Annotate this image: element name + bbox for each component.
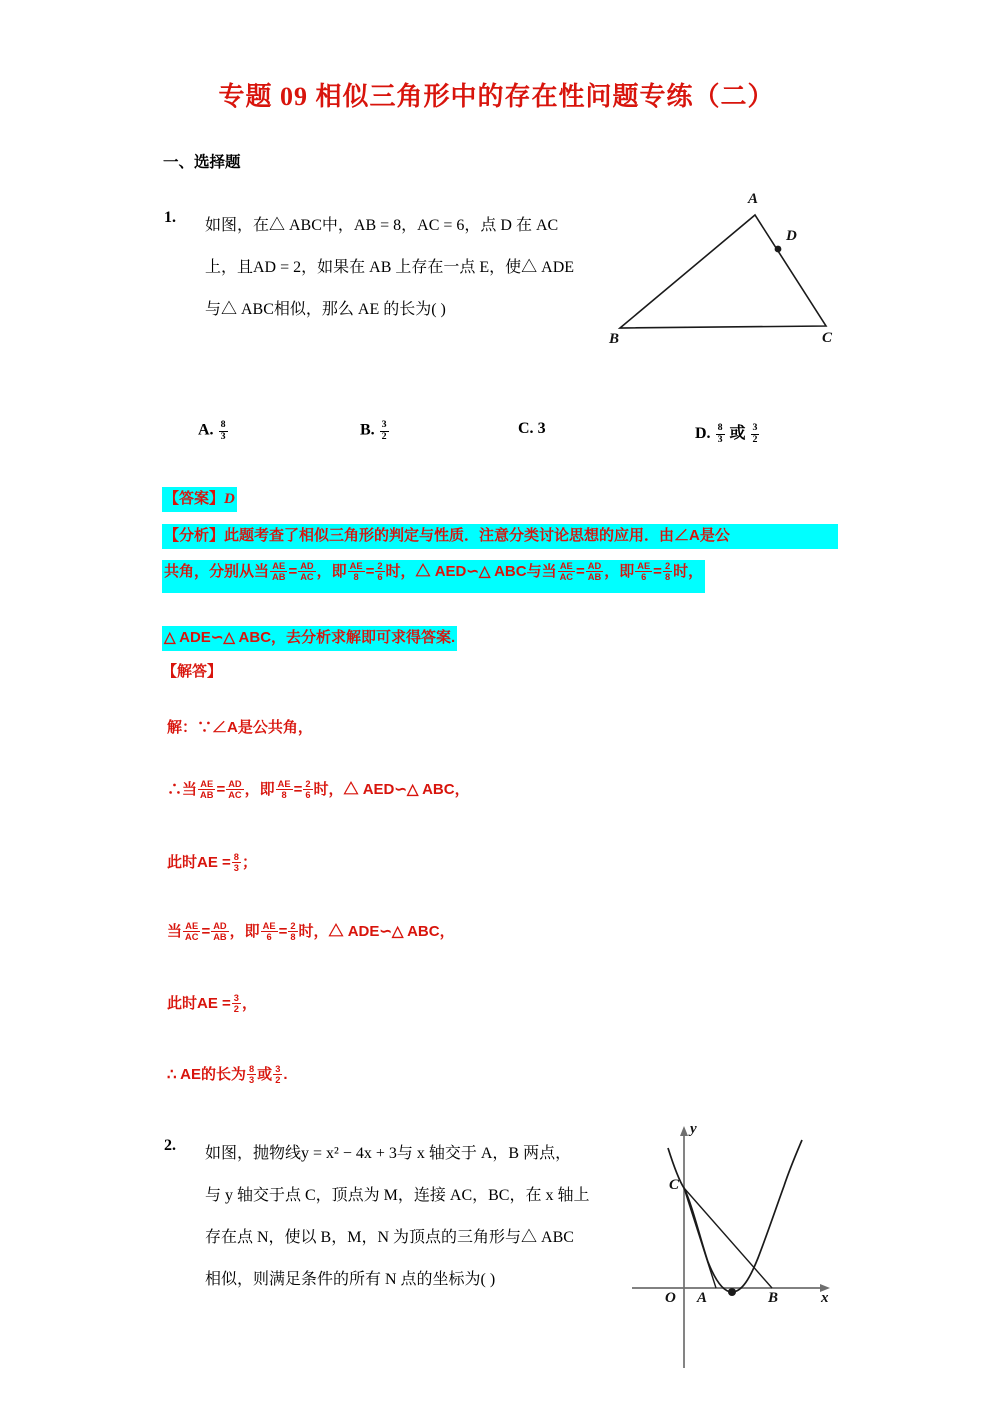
sol-l2-b: = (216, 781, 226, 799)
option-c-label: C. (518, 420, 534, 437)
sol-l4-frac-1: $\frac{AE}{AC}$ (185, 921, 199, 943)
analysis-line-1-text: 此题考查了相似三角形的判定与性质．注意分类讨论思想的应用．由∠A是公 (224, 527, 730, 544)
figure-parabola-graph (630, 1118, 845, 1383)
analysis-l2-g: ，即 (604, 563, 635, 581)
question-1-line-3: 与△ ABC相似，那么 AE 的长为( ) (205, 301, 446, 318)
option-a-label: A. (198, 421, 214, 439)
sol-l4-a: 当 (167, 923, 183, 941)
question-2-line-3: 存在点 N，使以 B，M，N 为顶点的三角形与△ ABC (205, 1229, 574, 1246)
sol-l5-frac: $\frac{3}{2}$ (233, 993, 239, 1015)
sol-l4-frac-4: $\frac{2}{8}$ (290, 921, 296, 943)
question-2-line-1: 如图，抛物线y = x² − 4x + 3与 x 轴交于 A，B 两点， (205, 1145, 572, 1162)
sol-l2-frac-1: $\frac{AE}{AB}$ (200, 779, 214, 801)
question-2-number: 2. (164, 1137, 176, 1154)
analysis-l2-frac-8: $\frac{2}{8}$ (664, 561, 671, 583)
option-a[interactable] (198, 420, 229, 442)
sol-l4-b: = (201, 923, 211, 941)
axis-label-x: x (821, 1290, 829, 1306)
sol-l4-e: 时，△ ADE∽△ ABC， (298, 923, 455, 941)
sol-l5-a: 此时AE = (167, 995, 231, 1013)
sol-l3-a: 此时AE = (167, 854, 231, 872)
sol-l6-b: 或 (257, 1066, 273, 1084)
solution-line-6 (167, 1064, 288, 1086)
analysis-l2-d: = (365, 563, 375, 581)
sol-l3-frac: $\frac{8}{3}$ (233, 852, 239, 874)
option-d-label: D. (695, 425, 711, 442)
triangle-label-c: C (822, 330, 833, 346)
analysis-l2-frac-7: $\frac{AE}{6}$ (637, 561, 651, 583)
solution-line-4 (167, 921, 455, 943)
option-d-value-2: $\frac{3}{2}$ (752, 422, 758, 446)
sol-l2-a: ∴当 (167, 781, 198, 799)
parabola-svg (630, 1118, 845, 1383)
sol-l2-frac-2: $\frac{AD}{AC}$ (228, 779, 242, 801)
sol-l2-frac-4: $\frac{2}{6}$ (305, 779, 311, 801)
sol-l2-frac-3: $\frac{AE}{8}$ (277, 779, 291, 801)
option-b[interactable] (360, 420, 390, 442)
sol-l6-a: ∴ AE的长为 (167, 1066, 246, 1084)
triangle-svg (600, 190, 850, 365)
axis-label-origin: O (665, 1290, 676, 1306)
question-2-text (205, 1133, 589, 1301)
sol-l5-b: ， (241, 995, 257, 1013)
answer-badge (162, 487, 237, 512)
analysis-l2-c: ，即 (316, 563, 347, 581)
solution-line-1: 解：∵∠A是公共角， (167, 719, 313, 736)
option-b-value: $\frac{3}{2}$ (381, 419, 387, 442)
sol-l6-frac-1: $\frac{8}{3}$ (249, 1064, 255, 1086)
option-d[interactable] (695, 420, 760, 446)
analysis-tag: 【分析】 (164, 527, 225, 544)
solution-tag: 【解答】 (162, 663, 223, 680)
question-1-number: 1. (164, 209, 176, 226)
answer-tag: 【答案】 (164, 490, 225, 507)
figure-triangle-abc (600, 190, 850, 365)
question-1-text (205, 205, 574, 331)
analysis-l2-h: = (653, 563, 662, 581)
analysis-l2-frac-4: $\frac{2}{6}$ (377, 561, 383, 583)
answer-value: D (224, 491, 235, 507)
analysis-l2-a: 共角，分别从当 (164, 563, 270, 581)
analysis-l2-frac-3: $\frac{AE}{8}$ (349, 561, 363, 583)
point-d-marker (775, 246, 782, 253)
analysis-l2-b: = (288, 563, 298, 581)
triangle-label-b: B (609, 331, 620, 347)
page-title: 专题 09 相似三角形中的存在性问题专练（二） (218, 82, 775, 111)
analysis-l2-e: 时，△ AED∽△ ABC与当 (385, 563, 557, 581)
option-c-value: 3 (537, 420, 546, 437)
solution-line-2 (167, 779, 470, 801)
analysis-l2-i: 时， (673, 563, 704, 581)
analysis-l2-frac-1: $\frac{AE}{AB}$ (272, 561, 286, 583)
question-1-line-1: 如图，在△ ABC中，AB = 8，AC = 6，点 D 在 AC (205, 217, 559, 234)
sol-l2-d: = (293, 781, 303, 799)
analysis-l2-frac-5: $\frac{AE}{AC}$ (559, 561, 574, 583)
triangle-label-a: A (748, 191, 759, 207)
option-b-label: B. (360, 421, 375, 439)
option-d-joiner: 或 (729, 425, 746, 442)
question-2-line-2: 与 y 轴交于点 C，顶点为 M，连接 AC，BC，在 x 轴上 (205, 1187, 590, 1204)
sol-l4-frac-3: $\frac{AE}{6}$ (262, 921, 276, 943)
graph-label-c: C (669, 1177, 680, 1193)
option-d-value-1: $\frac{8}{3}$ (717, 422, 723, 446)
sol-l4-frac-2: $\frac{AD}{AB}$ (213, 921, 227, 943)
option-a-value: $\frac{8}{3}$ (220, 419, 226, 442)
triangle-label-d: D (786, 228, 797, 244)
analysis-l2-frac-6: $\frac{AD}{AB}$ (587, 561, 602, 583)
section-heading: 一、选择题 (163, 154, 241, 171)
vertex-m-marker (728, 1288, 736, 1296)
analysis-line-2 (162, 560, 705, 593)
option-c[interactable] (518, 420, 546, 438)
sol-l6-frac-2: $\frac{3}{2}$ (275, 1064, 281, 1086)
analysis-l2-f: = (576, 563, 585, 581)
question-2-line-4: 相似，则满足条件的所有 N 点的坐标为( ) (205, 1271, 496, 1288)
sol-l2-e: 时，△ AED∽△ ABC， (313, 781, 470, 799)
analysis-line-3: △ ADE∽△ ABC，去分析求解即可求得答案. (162, 626, 457, 651)
question-1-line-2: 上，且AD = 2，如果在 AB 上存在一点 E，使△ ADE (205, 259, 575, 276)
graph-label-a: A (697, 1290, 708, 1306)
graph-label-b: B (768, 1290, 779, 1306)
solution-line-5 (167, 993, 257, 1015)
sol-l4-d: = (278, 923, 288, 941)
axis-label-y: y (690, 1121, 697, 1137)
sol-l6-c: . (283, 1066, 288, 1084)
solution-line-3 (167, 852, 257, 874)
sol-l2-c: ，即 (244, 781, 275, 799)
sol-l4-c: ，即 (229, 923, 260, 941)
sol-l3-b: ； (241, 854, 257, 872)
analysis-line-1 (162, 524, 838, 549)
analysis-l2-frac-2: $\frac{AD}{AC}$ (300, 561, 314, 583)
